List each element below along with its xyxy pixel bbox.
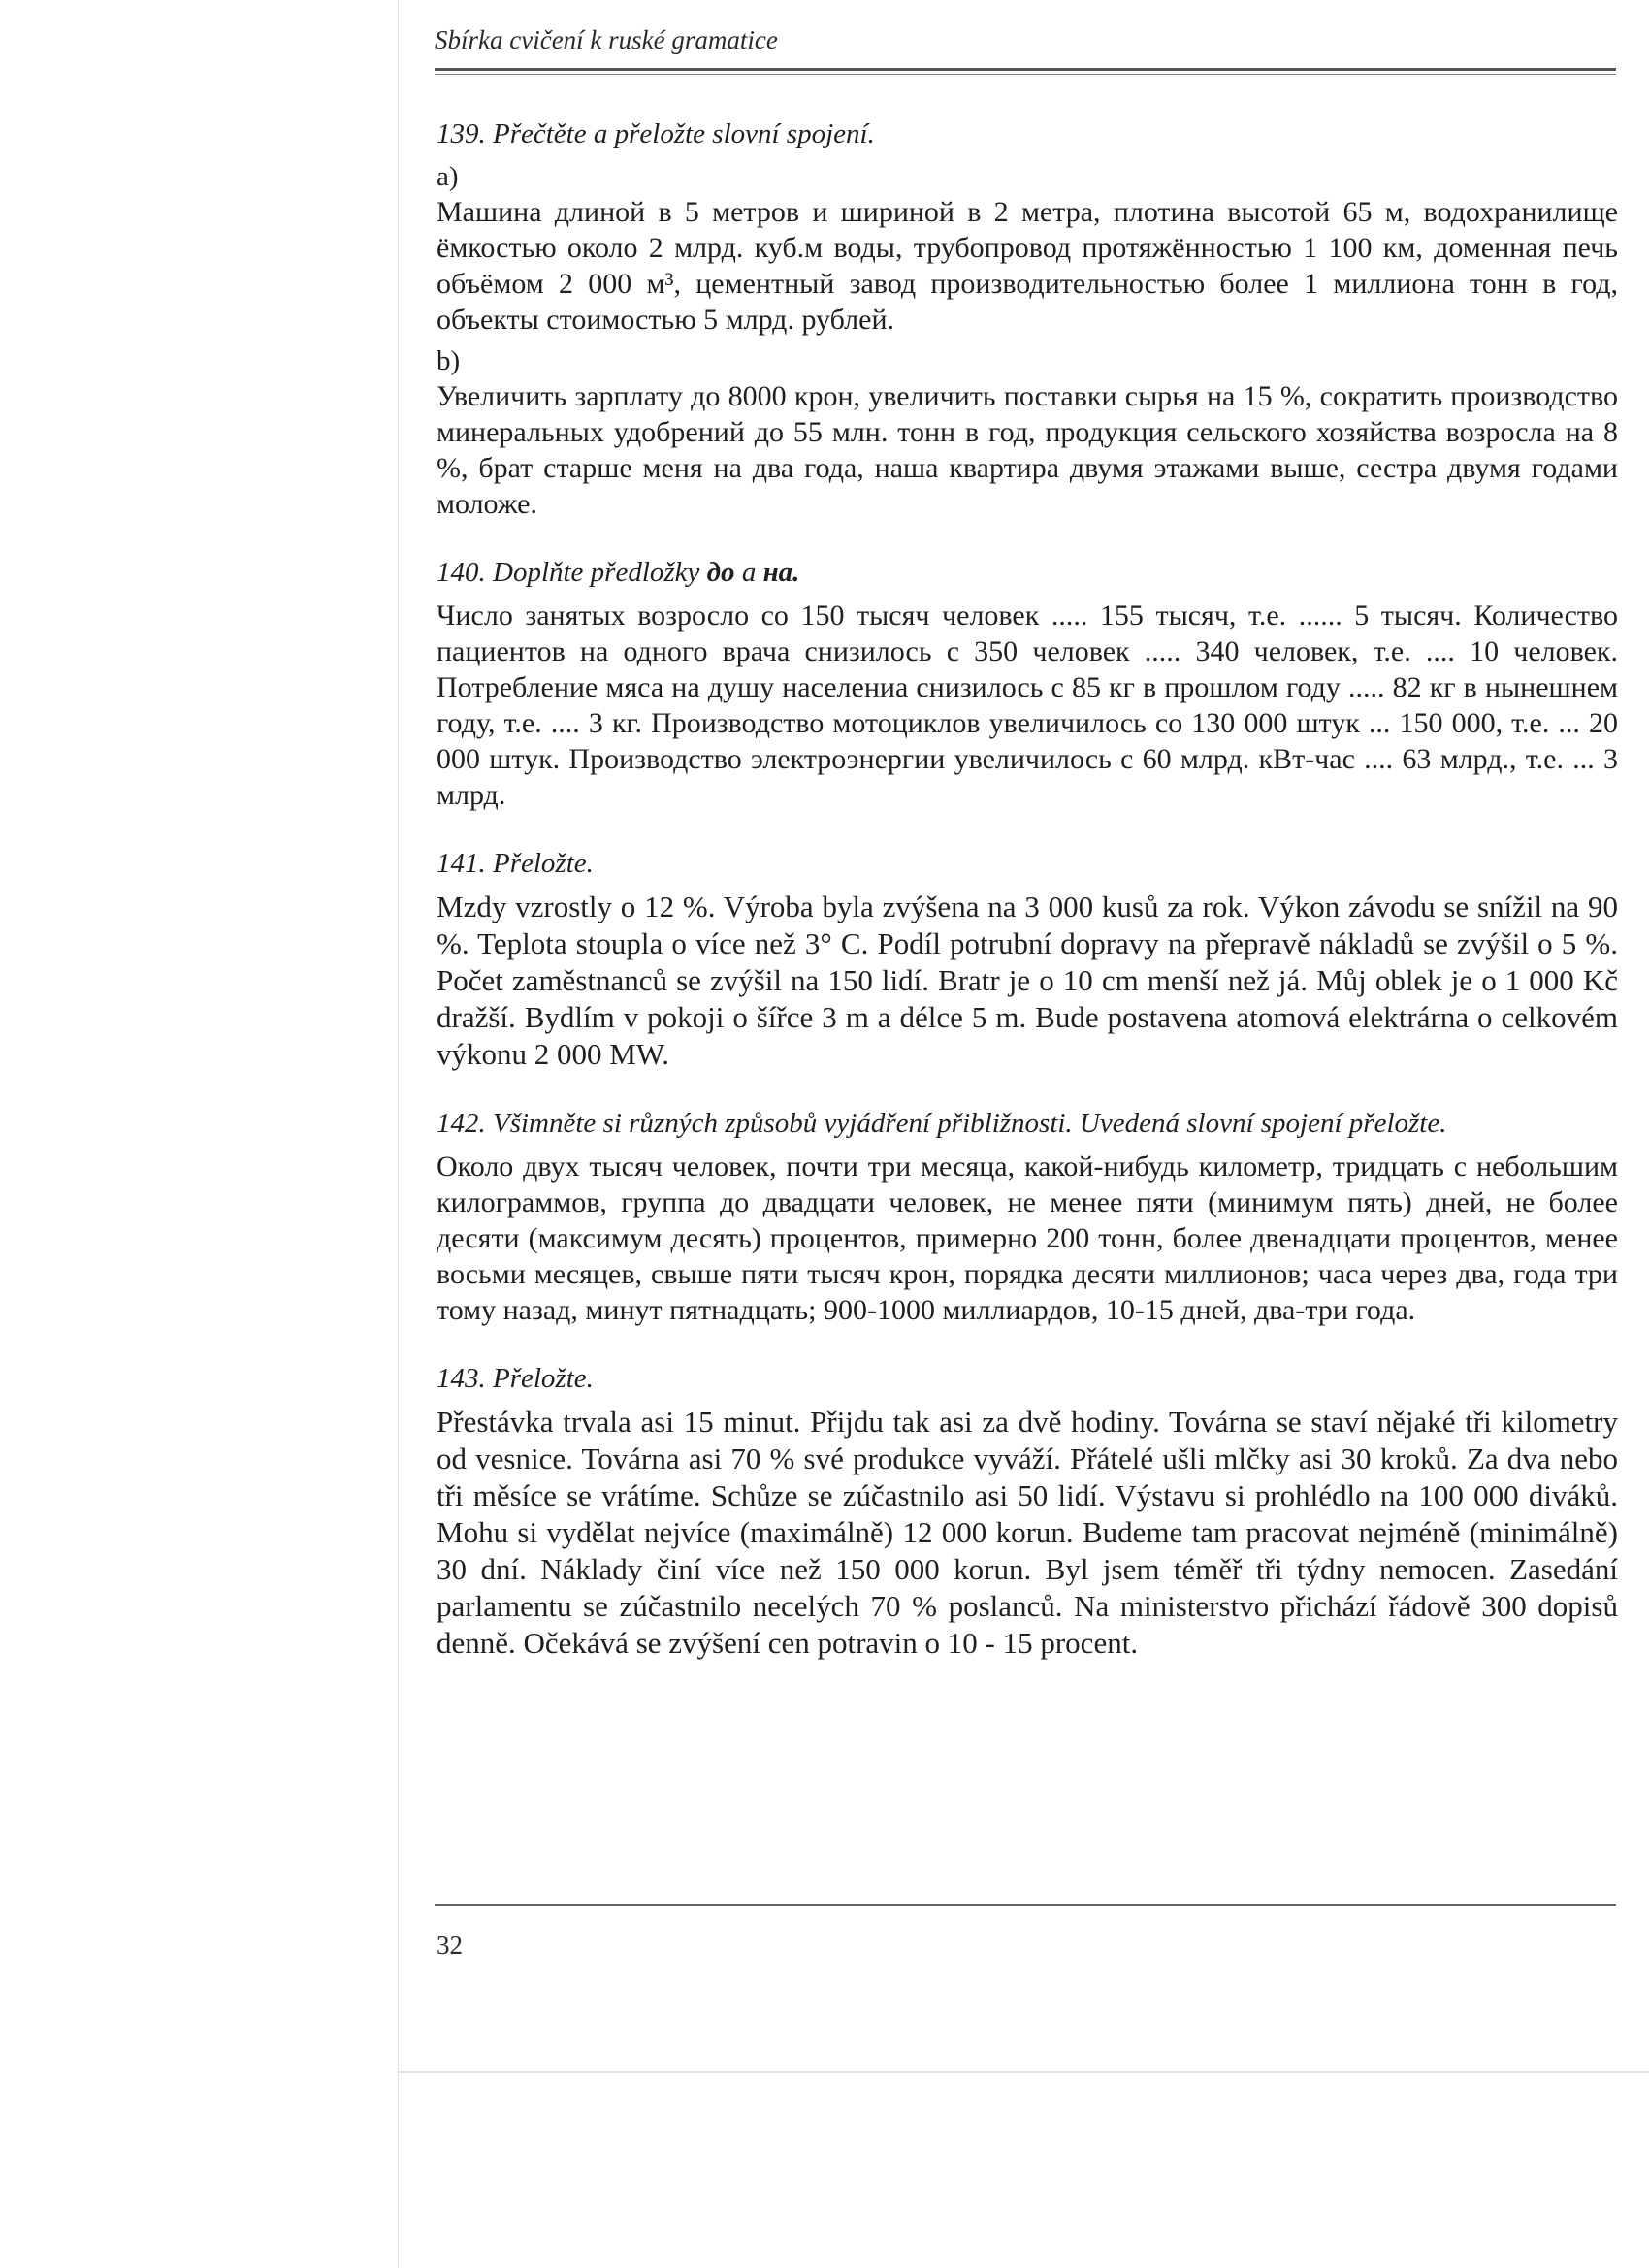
page-content — [436, 116, 1618, 1695]
exercise-text: Увеличить зарплату до 8000 крон, увеличить поставки сырья на 15 %, сократить производство минеральных удобрений до 55 млн. тонн в год, продукция сельского хозяйства возросла на 8 %, брат старше меня на два года, наша квартира двумя этажами выше, сестра двумя годами моложе. — [436, 380, 1618, 520]
title-word: на. — [762, 557, 800, 588]
exercise-title: 139. Přečtěte a přeložte slovní spojení. — [436, 118, 875, 149]
exercise-142 — [436, 1106, 1618, 1328]
header-rule — [435, 68, 1616, 71]
exercise-text: Число занятых возросло со 150 тысяч человек ..... 155 тысяч, т.е. ...... 5 тысяч. Количество пациентов на одного врача снизилось с 350 человек ..... 340 человек, т.е. .... 10 человек. Потребление мяса на душу населениа снизилось с 85 кг в прошлом году ..... 82 кг в нынешнем году, т.е. .... 3 кг. Производство мотоциклов увеличилось со 130 000 штук ... 150 000, т.е. ... 20 000 штук. Производство электроэнергии увеличилось с 60 млрд. кВт-час .... 63 млрд., т.е. ... 3 млрд. — [436, 599, 1618, 811]
title-mid: a — [741, 557, 757, 588]
exercise-text: Машина длиной в 5 метров и шириной в 2 метра, плотина высотой 65 м, водохранилище ёмкостью около 2 млрд. куб.м воды, трубопровод протяжённостью 1 100 км, доменная печь объёмом 2 000 м³, цементный завод производительностью более 1 миллиона тонн в год, объекты стоимостью 5 млрд. рублей. — [436, 196, 1618, 336]
exercise-title: 143. Přeložte. — [436, 1363, 594, 1394]
exercise-title — [436, 555, 1618, 590]
page-number: 32 — [436, 1930, 463, 1960]
exercise-141 — [436, 846, 1618, 1073]
exercise-143 — [436, 1361, 1618, 1662]
exercise-text: Přestávka trvala asi 15 minut. Přijdu tak asi za dvě hodiny. Továrna se staví nějaké tři kilometry od vesnice. Továrna asi 70 % své produkce vyváží. Přátelé ušli mlčky asi 30 kroků. Za dva nebo tři měsíce se vrátíme. Schůze se zúčastnilo asi 50 lidí. Výstavu si prohlédlo na 100 000 diváků. Mohu si vydělat nejvíce (maximálně) 12 000 korun. Budeme tam pracovat nejméně (minimálně) 30 dní. Náklady činí více než 150 000 korun. Byl jsem téměř tři týdny nemocen. Zasedání parlamentu se zúčastnilo necelých 70 % poslanců. Na ministerstvo přichází řádově 300 dopisů denně. Očekává se zvýšení cen potravin o 10 - 15 procent. — [436, 1405, 1618, 1660]
footer-rule — [435, 1904, 1616, 1906]
exercise-title: 141. Přeložte. — [436, 848, 594, 879]
exercise-title: 142. Všimněte si různých způsobů vyjádření přibližnosti. Uvedená slovní spojení přeložte. — [436, 1108, 1447, 1139]
part-label: b) — [436, 345, 461, 376]
page-edge — [398, 2071, 1649, 2073]
title-word: до — [706, 557, 735, 588]
exercise-text: Mzdy vzrostly o 12 %. Výroba byla zvýšena na 3 000 kusů za rok. Výkon závodu se snížil na 90 %. Teplota stoupla o více než 3° C. Podíl potrubní dopravy na přepravě nákladů se zvýšil o 5 %. Počet zaměstnanců se zvýšil na 150 lidí. Bratr je o 10 cm menší než já. Můj oblek je o 1 000 Kč dražší. Bydlím v pokoji o šířce 3 m a délce 5 m. Bude postavena atomová elektrárna o celkovém výkonu 2 000 MW. — [436, 890, 1618, 1071]
exercise-139 — [436, 116, 1618, 522]
running-header: Sbírka cvičení k ruské gramatice — [435, 25, 778, 54]
header-rule-thin — [435, 74, 1616, 75]
exercise-text: Около двух тысяч человек, почти три месяца, какой-нибудь километр, тридцать с небольшим килограммов, группа до двадцати человек, не менее пяти (минимум пять) дней, не более десяти (максимум десять) процентов, примерно 200 тонн, более двенадцати процентов, менее восьми месяцев, свыше пяти тысяч крон, порядка десяти миллионов; часа через два, года три тому назад, минут пятнадцать; 900-1000 миллиардов, 10-15 дней, два-три года. — [436, 1150, 1618, 1326]
part-label: a) — [436, 161, 459, 192]
title-prefix: 140. Doplňte předložky — [436, 557, 700, 588]
exercise-140 — [436, 555, 1618, 813]
